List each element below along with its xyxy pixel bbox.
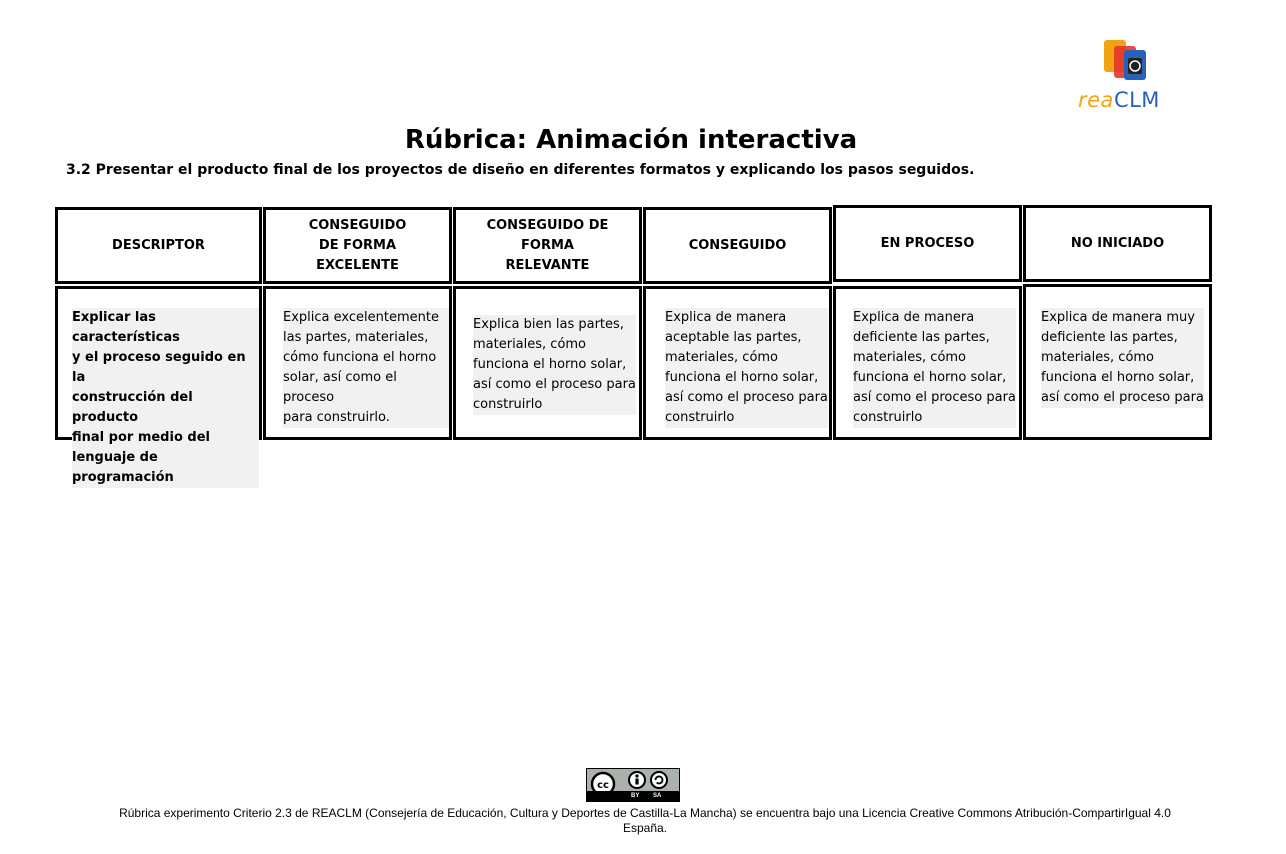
- criterion-text: Explica de manera muy deficiente las partes, materiales, cómo funciona el horno solar, así como el proceso para: [1041, 308, 1204, 408]
- header-label: DESCRIPTOR: [112, 237, 205, 253]
- header-label: EN PROCESO: [880, 235, 975, 251]
- license-text: Rúbrica experimento Criterio 2.3 de REACLM (Consejería de Educación, Cultura y Deportes de Castilla-La Mancha) se encuentra bajo una Licencia Creative Commons Atribución-CompartirIgual 4.0 España.: [119, 806, 1171, 835]
- cc-sa-label: SA: [653, 793, 662, 799]
- header-en-proceso: [833, 205, 1022, 282]
- header-descriptor: [55, 207, 262, 284]
- header-conseguido: [643, 207, 832, 284]
- header-conseguido-excelente: [263, 207, 452, 284]
- svg-text:cc: cc: [597, 780, 609, 791]
- criterion-text: Explica de manera deficiente las partes, materiales, cómo funciona el horno solar, así como el proceso para construirlo: [853, 308, 1016, 428]
- cell-conseguido-relevante: [453, 286, 642, 440]
- cc-by-sa-license-badge[interactable]: [586, 768, 680, 802]
- header-label: NO INICIADO: [1070, 235, 1165, 251]
- page-title: Rúbrica: Animación interactiva: [404, 125, 858, 155]
- cc-by-label: BY: [631, 793, 640, 799]
- cc-license-icons: [587, 769, 679, 793]
- cell-en-proceso: [833, 286, 1022, 440]
- reaclm-logo: [1072, 36, 1182, 112]
- criterion-text: Explica de manera aceptable las partes, materiales, cómo funciona el horno solar, así como el proceso para construirlo: [665, 308, 828, 428]
- cell-conseguido: [643, 286, 832, 440]
- cell-conseguido-excelente: [263, 286, 452, 440]
- reaclm-logo-icon: [1102, 36, 1150, 88]
- header-label: CONSEGUIDO DE FORMA EXCELENTE: [308, 217, 407, 273]
- reaclm-logo-text: [1078, 88, 1160, 112]
- header-conseguido-relevante: [453, 207, 642, 284]
- header-no-iniciado: [1023, 205, 1212, 282]
- header-label: CONSEGUIDO: [688, 237, 787, 253]
- criterion-subtitle: 3.2 Presentar el producto final de los proyectos de diseño en diferentes formatos y explicando los pasos seguidos.: [66, 162, 975, 178]
- cell-no-iniciado: [1023, 284, 1212, 440]
- logo-text-rea: rea: [1078, 88, 1114, 112]
- logo-text-clm: CLM: [1113, 88, 1160, 112]
- header-label: CONSEGUIDO DE FORMA RELEVANTE: [486, 217, 609, 273]
- criterion-text: Explica bien las partes, materiales, cómo funciona el horno solar, así como el proceso para construirlo: [473, 315, 636, 415]
- descriptor-text: Explicar las características y el proceso seguido en la construcción del producto final por medio del lenguaje de programación: [72, 308, 259, 488]
- criterion-text: Explica excelentemente las partes, materiales, cómo funciona el horno solar, así como el proceso para construirlo.: [283, 308, 449, 428]
- cell-descriptor: [55, 286, 262, 485]
